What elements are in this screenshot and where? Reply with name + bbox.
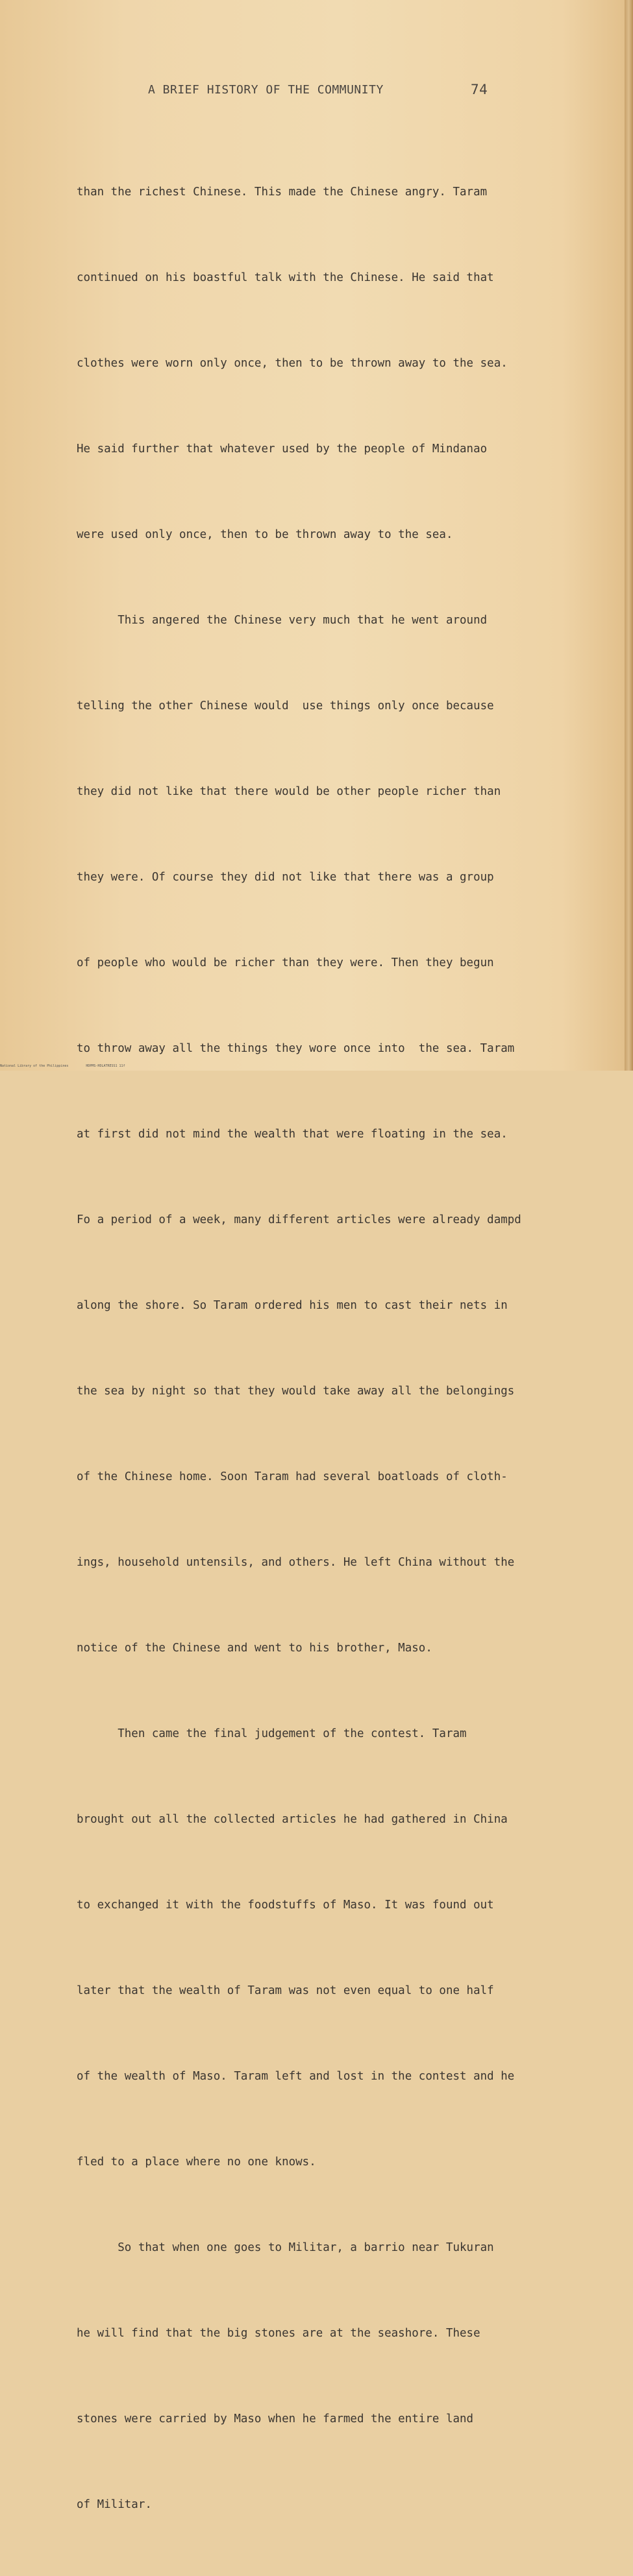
text-line: of people who would be richer than they were. Then they begun	[77, 956, 494, 969]
text-line: notice of the Chinese and went to his brother, Maso.	[77, 1642, 432, 1655]
text-line: Fo a period of a week, many different articles were already dampd	[77, 1213, 521, 1226]
text-line: continued on his boastful talk with the Chinese. He said that	[77, 271, 494, 284]
text-line: he will find that the big stones are at the seashore. These	[77, 2327, 480, 2340]
text-line: ings, household untensils, and others. He left China without the	[77, 1556, 515, 1569]
text-line: clothes were worn only once, then to be thrown away to the sea.	[77, 357, 508, 370]
text-line: at first did not mind the wealth that were floating in the sea.	[77, 1128, 508, 1141]
text-line: This angered the Chinese very much that he went around	[77, 614, 488, 627]
text-line: of the Chinese home. Soon Taram had several boatloads of cloth-	[77, 1470, 508, 1483]
text-line: stones were carried by Maso when he farmed the entire land	[77, 2412, 474, 2425]
page-edge	[625, 0, 633, 1071]
text-line: later that the wealth of Taram was not even equal to one half	[77, 1984, 494, 1997]
footer-reference: HDPMS-HDLATRESS1 11f	[86, 1064, 125, 1068]
page-title: A BRIEF HISTORY OF THE COMMUNITY	[148, 83, 384, 97]
page-number: 74	[471, 82, 488, 97]
page-header	[0, 80, 625, 100]
text-line: than the richest Chinese. This made the Chinese angry. Taram	[77, 186, 488, 199]
text-line: along the shore. So Taram ordered his men to cast their nets in	[77, 1299, 508, 1312]
text-line: to exchanged it with the foodstuffs of Maso. It was found out	[77, 1899, 494, 1912]
text-line: to throw away all the things they wore once into the sea. Taram	[77, 1042, 515, 1055]
text-line: of Militar.	[77, 2498, 152, 2511]
body-text	[77, 121, 596, 2576]
text-line: He said further that whatever used by the people of Mindanao	[77, 443, 488, 456]
text-line: they did not like that there would be other people richer than	[77, 785, 501, 798]
text-line: brought out all the collected articles he had gathered in China	[77, 1813, 508, 1826]
text-line: they were. Of course they did not like that there was a group	[77, 871, 494, 884]
text-line: the sea by night so that they would take away all the belongings	[77, 1385, 515, 1398]
footer-source: National Library of the Philippines	[0, 1064, 69, 1068]
text-line: fled to a place where no one knows.	[77, 2156, 316, 2169]
text-line: telling the other Chinese would use things only once because	[77, 699, 494, 712]
text-line: So that when one goes to Militar, a barrio near Tukuran	[77, 2241, 494, 2254]
text-line: of the wealth of Maso. Taram left and lost in the contest and he	[77, 2070, 515, 2083]
text-line: were used only once, then to be thrown away to the sea.	[77, 528, 453, 541]
text-line: Then came the final judgement of the contest. Taram	[77, 1727, 467, 1740]
scan-footer	[0, 1064, 625, 1071]
